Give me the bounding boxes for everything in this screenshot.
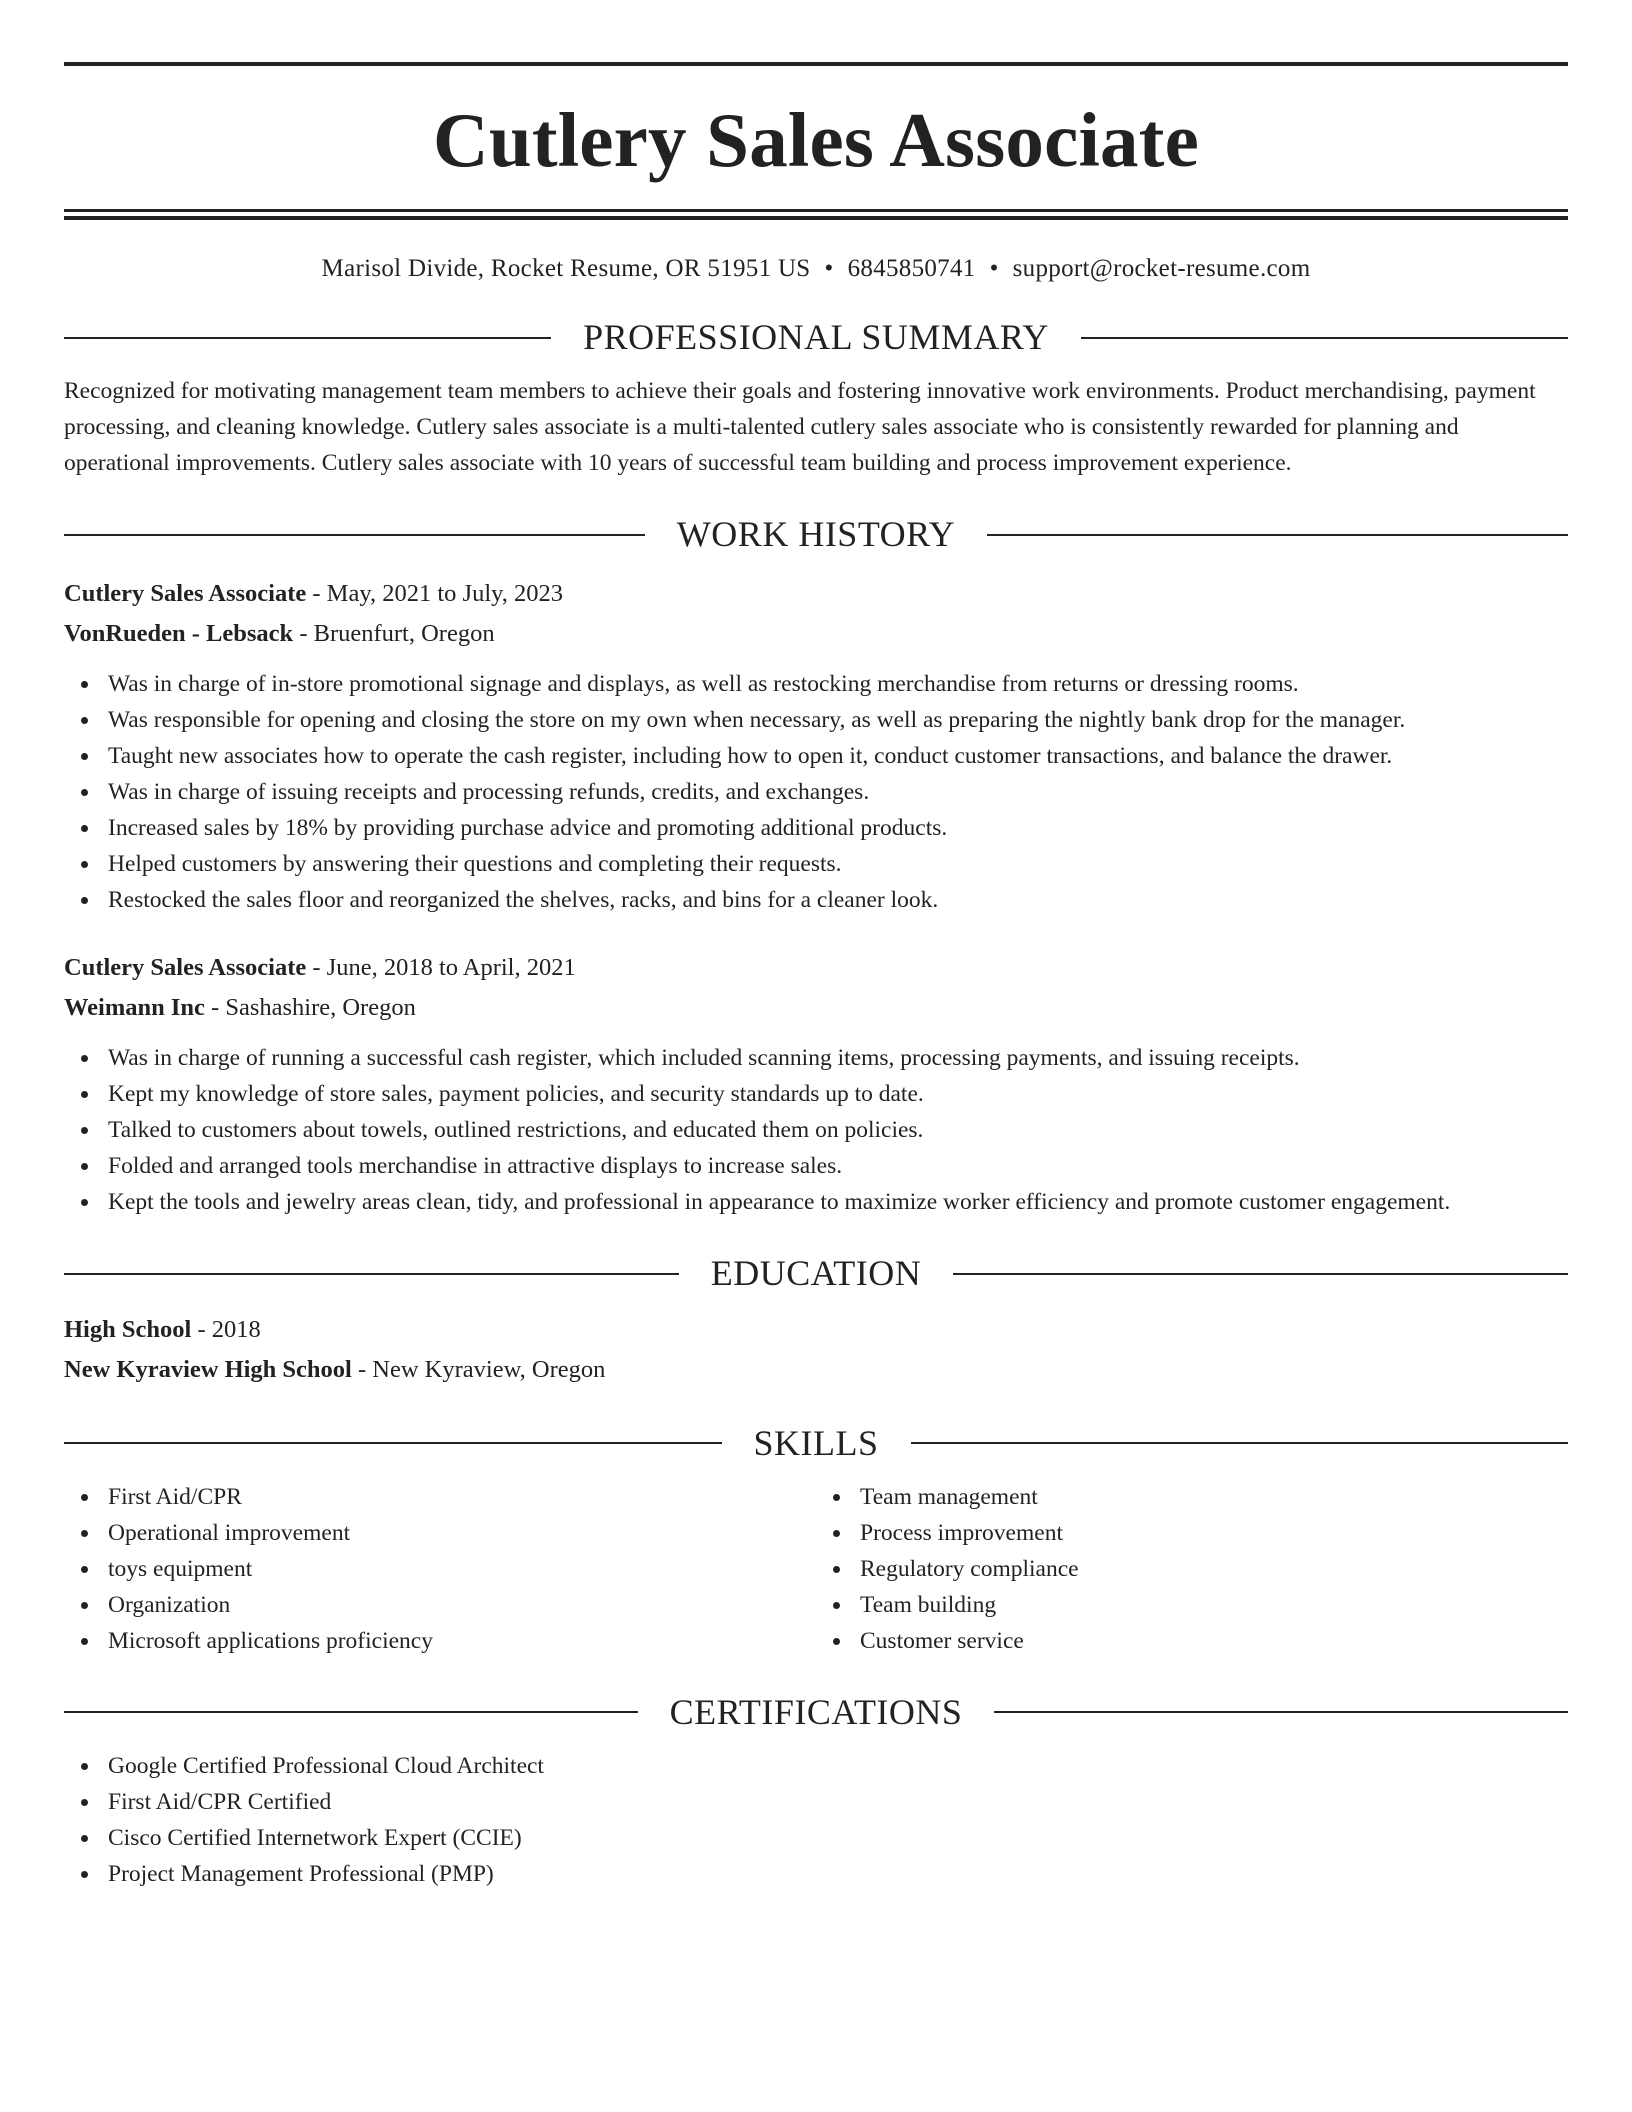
education-year: - 2018	[191, 1315, 261, 1343]
job-bullets	[64, 1040, 1568, 1220]
job-entry	[64, 948, 1568, 1220]
section-rule	[987, 534, 1568, 536]
section-rule	[64, 1711, 638, 1713]
skills-columns	[64, 1479, 1568, 1659]
list-item: Team management	[816, 1479, 1568, 1515]
job-dates: - June, 2018 to April, 2021	[306, 954, 576, 982]
list-item: Talked to customers about towels, outlined restrictions, and educated them on policies.	[64, 1112, 1568, 1148]
list-item: Regulatory compliance	[816, 1551, 1568, 1587]
job-bullets	[64, 666, 1568, 918]
list-item: Helped customers by answering their questions and completing their requests.	[64, 846, 1568, 882]
education-degree-line	[64, 1310, 1568, 1350]
job-location: - Bruenfurt, Oregon	[293, 620, 495, 648]
job-company-line	[64, 614, 1568, 654]
list-item: First Aid/CPR	[64, 1479, 816, 1515]
contact-separator: •	[989, 255, 999, 282]
education-entry	[64, 1310, 1568, 1390]
job-company: Weimann Inc	[64, 994, 205, 1022]
section-header-education	[64, 1252, 1568, 1295]
section-rule	[1081, 337, 1568, 339]
section-header-skills	[64, 1422, 1568, 1465]
list-item: Was in charge of in-store promotional signage and displays, as well as restocking merchandise from returns or dressing rooms.	[64, 666, 1568, 702]
section-header-summary	[64, 316, 1568, 359]
list-item: Customer service	[816, 1623, 1568, 1659]
list-item: Taught new associates how to operate the cash register, including how to open it, conduct customer transactions, and balance the drawer.	[64, 738, 1568, 774]
list-item: Was in charge of issuing receipts and processing refunds, credits, and exchanges.	[64, 774, 1568, 810]
section-header-work-history	[64, 513, 1568, 556]
section-rule	[64, 1442, 722, 1444]
section-rule	[994, 1711, 1568, 1713]
job-entry	[64, 574, 1568, 918]
list-item: Folded and arranged tools merchandise in attractive displays to increase sales.	[64, 1148, 1568, 1184]
top-rule	[64, 62, 1568, 66]
list-item: Was responsible for opening and closing the store on my own when necessary, as well as preparing the nightly bank drop for the manager.	[64, 702, 1568, 738]
job-role: Cutlery Sales Associate	[64, 954, 307, 982]
list-item: Increased sales by 18% by providing purchase advice and promoting additional products.	[64, 810, 1568, 846]
list-item: Cisco Certified Internetwork Expert (CCIE)	[64, 1820, 1568, 1856]
contact-separator: •	[824, 255, 834, 282]
education-school-line	[64, 1350, 1568, 1390]
list-item: Organization	[64, 1587, 816, 1623]
section-rule	[64, 1273, 679, 1275]
job-location: - Sashashire, Oregon	[204, 994, 416, 1022]
certifications-list	[64, 1748, 1568, 1892]
job-role-line	[64, 574, 1568, 614]
title-double-rule	[64, 209, 1568, 220]
section-rule	[911, 1442, 1569, 1444]
section-title-certifications: CERTIFICATIONS	[669, 1691, 963, 1732]
list-item: toys equipment	[64, 1551, 816, 1587]
list-item: Kept my knowledge of store sales, payment policies, and security standards up to date.	[64, 1076, 1568, 1112]
list-item: Process improvement	[816, 1515, 1568, 1551]
section-rule	[64, 337, 551, 339]
contact-line	[64, 254, 1568, 284]
job-role: Cutlery Sales Associate	[64, 580, 307, 608]
list-item: First Aid/CPR Certified	[64, 1784, 1568, 1820]
list-item: Microsoft applications proficiency	[64, 1623, 816, 1659]
education-school: New Kyraview High School	[64, 1355, 352, 1383]
list-item: Kept the tools and jewelry areas clean, tidy, and professional in appearance to maximize worker efficiency and promote customer engagement.	[64, 1184, 1568, 1220]
section-title-education: EDUCATION	[710, 1253, 922, 1294]
contact-email: support@rocket-resume.com	[1012, 255, 1311, 282]
job-role-line	[64, 948, 1568, 988]
list-item: Google Certified Professional Cloud Architect	[64, 1748, 1568, 1784]
section-title-skills: SKILLS	[753, 1422, 879, 1463]
list-item: Was in charge of running a successful cash register, which included scanning items, processing payments, and issuing receipts.	[64, 1040, 1568, 1076]
certifications-block	[64, 1748, 1568, 1892]
summary-text: Recognized for motivating management team members to achieve their goals and fostering innovative work environments. Product merchandising, payment processing, and cleaning knowledge. Cutlery sales associate is a multi-talented cutlery sales associate who is consistently rewarded for planning and operational improvements. Cutlery sales associate with 10 years of successful team building and process improvement experience.	[64, 378, 1536, 477]
list-item: Project Management Professional (PMP)	[64, 1856, 1568, 1892]
contact-phone: 6845850741	[847, 255, 976, 282]
list-item: Restocked the sales floor and reorganized the shelves, racks, and bins for a cleaner look.	[64, 882, 1568, 918]
job-company: VonRueden - Lebsack	[64, 620, 294, 648]
section-header-certifications	[64, 1691, 1568, 1734]
resume-title: Cutlery Sales Associate	[433, 97, 1199, 183]
skills-list-right	[816, 1479, 1568, 1659]
section-title-summary: PROFESSIONAL SUMMARY	[583, 317, 1049, 357]
job-company-line	[64, 988, 1568, 1028]
section-rule	[64, 534, 645, 536]
contact-address: Marisol Divide, Rocket Resume, OR 51951 US	[321, 255, 811, 282]
education-degree: High School	[64, 1315, 192, 1343]
job-dates: - May, 2021 to July, 2023	[306, 580, 564, 608]
section-title-work-history: WORK HISTORY	[676, 514, 956, 555]
section-rule	[953, 1273, 1568, 1275]
skills-list-left	[64, 1479, 816, 1659]
list-item: Team building	[816, 1587, 1568, 1623]
list-item: Operational improvement	[64, 1515, 816, 1551]
education-location: - New Kyraview, Oregon	[351, 1355, 606, 1383]
